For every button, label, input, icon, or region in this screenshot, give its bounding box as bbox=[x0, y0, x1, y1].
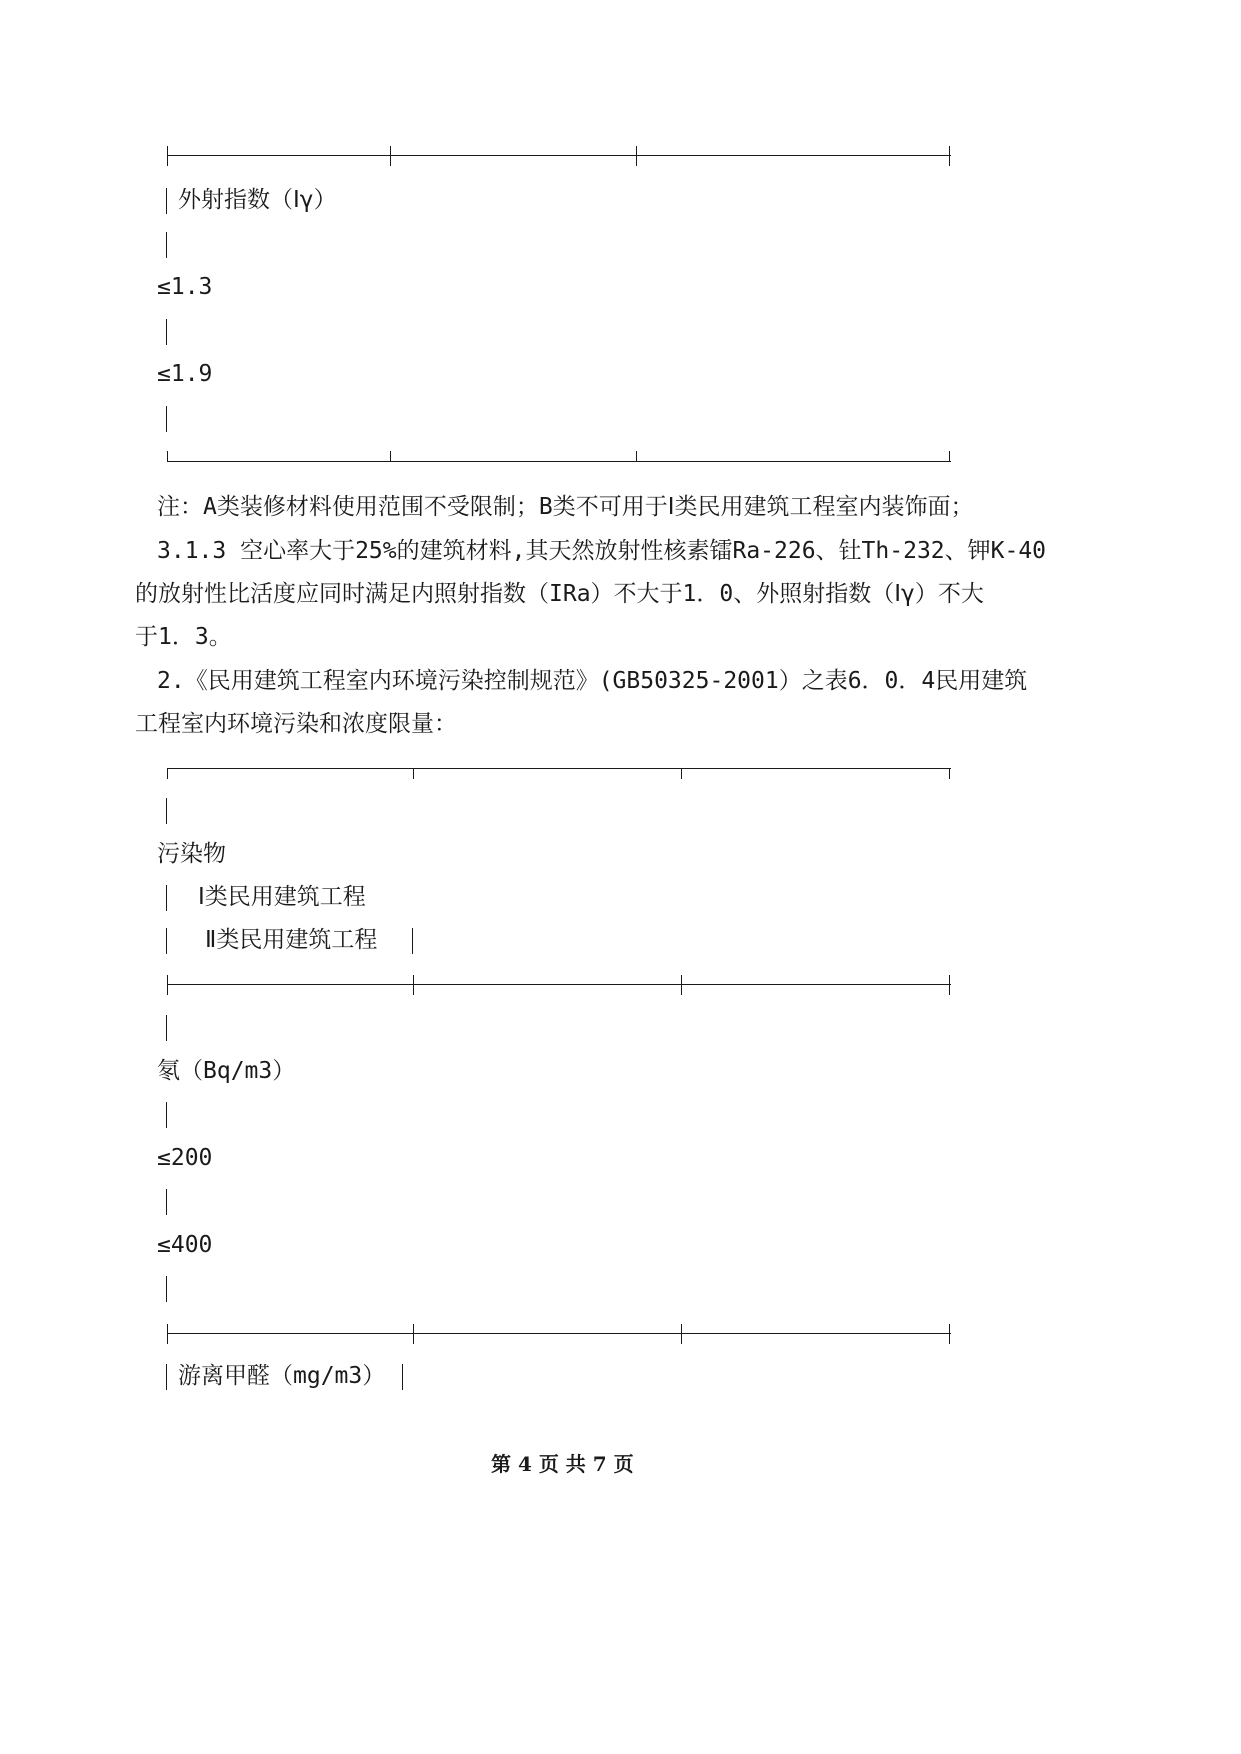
table-border bbox=[166, 232, 167, 258]
table-header-cell: Ⅱ类民用建筑工程 bbox=[205, 927, 378, 953]
table-border bbox=[166, 319, 167, 345]
table-row-label: 游离甲醛（mg/m3） bbox=[178, 1363, 386, 1389]
table-border bbox=[166, 1015, 167, 1041]
table-cell-value: ≤400 bbox=[157, 1232, 213, 1258]
table-border bbox=[166, 1189, 167, 1215]
table-cell-value: ≤1.9 bbox=[157, 361, 213, 387]
table-rule bbox=[167, 451, 951, 471]
table-rule bbox=[167, 759, 951, 779]
table-border bbox=[166, 188, 167, 214]
table-header-cell: Ⅰ类民用建筑工程 bbox=[198, 884, 366, 910]
table-rule bbox=[167, 975, 951, 995]
clause-3-1-3-line: 于1．3。 bbox=[135, 624, 232, 650]
clause-3-1-3-line: 的放射性比活度应同时满足内照射指数（IRa）不大于1．0、外照射指数（Ⅰγ）不大 bbox=[135, 581, 984, 607]
table-border bbox=[166, 928, 167, 954]
table-cell-value: ≤200 bbox=[157, 1145, 213, 1171]
table-row-label: 外射指数（Ⅰγ） bbox=[178, 187, 337, 213]
table-rule bbox=[167, 1324, 951, 1344]
clause-3-1-3-line: 3.1.3 空心率大于25%的建筑材料,其天然放射性核素镭Ra-226、钍Th-232、钾K-40 bbox=[157, 538, 1047, 564]
clause-2-line: 2.《民用建筑工程室内环境污染控制规范》(GB50325-2001）之表6．0．4民用建筑 bbox=[157, 668, 1028, 694]
table-header-cell: 污染物 bbox=[157, 841, 226, 867]
table-cell-value: ≤1.3 bbox=[157, 274, 213, 300]
table-border bbox=[166, 1102, 167, 1128]
table-row-label: 氡（Bq/m3） bbox=[157, 1058, 296, 1084]
table-border bbox=[166, 798, 167, 824]
table-border bbox=[412, 928, 413, 954]
note-paragraph: 注：A类装修材料使用范围不受限制；B类不可用于Ⅰ类民用建筑工程室内装饰面； bbox=[157, 494, 974, 520]
table-border bbox=[166, 406, 167, 432]
clause-2-line: 工程室内环境污染和浓度限量： bbox=[135, 711, 457, 737]
table-border bbox=[402, 1364, 403, 1390]
page-number: 第 4 页 共 7 页 bbox=[491, 1452, 634, 1476]
table-border bbox=[166, 1364, 167, 1390]
table-border bbox=[166, 885, 167, 911]
table-rule bbox=[167, 146, 951, 166]
table-border bbox=[166, 1276, 167, 1302]
